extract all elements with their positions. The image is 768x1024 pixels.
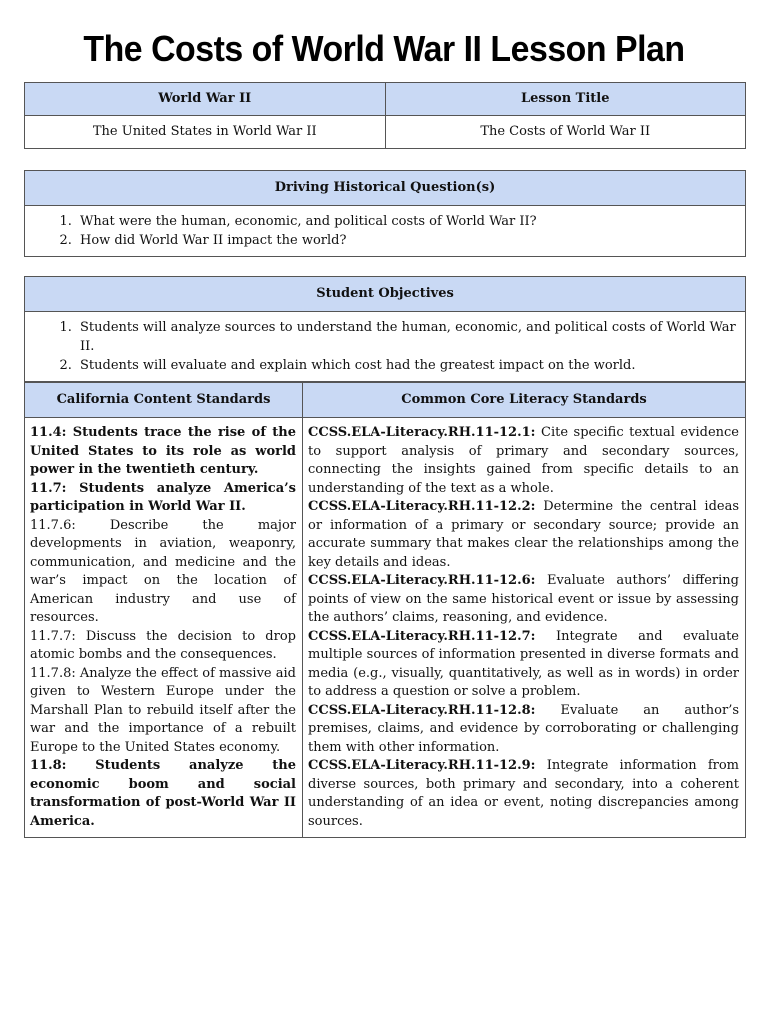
cc-standard-text: Cite specific textual evidence to support analysis of primary and secondary sources, connecting the insights gained from specific details to an understanding of the text as a whole. (308, 425, 739, 496)
cc-standards-cell (303, 418, 746, 838)
ca-standard-item: 11.8: Students analyze the economic boom and social transformation of post-World War II America. (30, 758, 296, 829)
cc-standard-code: CCSS.ELA-Literacy.RH.11-12.8: (308, 702, 536, 718)
cc-standard-item (308, 702, 739, 758)
ca-standard-item: 11.7: Students analyze America’s participation in World War II. (30, 480, 296, 514)
cc-standard-code: CCSS.ELA-Literacy.RH.11-12.6: (308, 573, 536, 588)
cc-standard-code: CCSS.ELA-Literacy.RH.11-12.1: (308, 425, 536, 440)
cc-standard-item (308, 572, 739, 628)
list-item: 2. How did World War II impact the world? (76, 231, 744, 250)
page-title: The Costs of World War II Lesson Plan (83, 28, 685, 69)
list-item: 1. Students will analyze sources to understand the human, economic, and political costs of World War II. (76, 318, 744, 356)
objectives-header: Student Objectives (25, 277, 746, 312)
cc-standard-text: Evaluate authors’ differing points of view on the same historical event or issue by assessing the authors’ claims, reasoning, and evidence. (308, 573, 739, 625)
cc-standard-item (308, 498, 739, 572)
ca-standard-item: 11.7.6: Describe the major developments in aviation, weaponry, communication, and medicine and the war’s impact on the location of American industry and use of resources. (30, 517, 296, 625)
driving-question-table (24, 170, 746, 257)
standards-table (24, 382, 746, 838)
ca-standard-item: 11.4: Students trace the rise of the United States to its role as world power in the twentieth century. (30, 425, 296, 477)
cc-standard-item (308, 757, 739, 831)
info-value-unit: The United States in World War II (25, 116, 386, 149)
cc-standard-item (308, 628, 739, 702)
ca-standards-header: California Content Standards (25, 383, 303, 418)
driving-question-body (25, 206, 746, 257)
ca-standards-cell (25, 418, 303, 838)
list-item: 1. What were the human, economic, and political costs of World War II? (76, 212, 744, 231)
cc-standard-text: Integrate information from diverse sources, both primary and secondary, into a coherent understanding of an idea or event, noting discrepancies among sources. (308, 758, 739, 829)
info-table (24, 82, 746, 149)
cc-standard-text: Integrate and evaluate multiple sources of information presented in diverse formats and media (e.g., visually, quantitatively, as well as in words) in order to address a question or solve a problem. (308, 628, 739, 699)
cc-standard-text: Evaluate an author’s premises, claims, and evidence by corroborating or challenging them with other information. (308, 702, 739, 755)
info-value-lesson-title: The Costs of World War II (385, 116, 746, 149)
cc-standard-code: CCSS.ELA-Literacy.RH.11-12.7: (308, 628, 536, 644)
cc-standard-item (308, 424, 739, 498)
cc-standard-text: Determine the central ideas or information of a primary or secondary source; provide an accurate summary that makes clear the relationships among the key details and ideas. (308, 499, 739, 570)
cc-standard-code: CCSS.ELA-Literacy.RH.11-12.9: (308, 758, 536, 773)
driving-question-list (26, 207, 744, 255)
info-header-unit: World War II (25, 83, 386, 116)
objectives-list (26, 313, 744, 380)
cc-standards-header: Common Core Literacy Standards (303, 383, 746, 418)
cc-standard-code: CCSS.ELA-Literacy.RH.11-12.2: (308, 499, 536, 514)
ca-standard-item: 11.7.7: Discuss the decision to drop atomic bombs and the consequences. (30, 628, 296, 662)
info-header-lesson-title: Lesson Title (385, 83, 746, 116)
objectives-body (25, 312, 746, 382)
driving-question-header: Driving Historical Question(s) (25, 171, 746, 206)
list-item: 2. Students will evaluate and explain which cost had the greatest impact on the world. (76, 356, 744, 375)
objectives-table (24, 276, 746, 382)
ca-standard-item: 11.7.8: Analyze the effect of massive aid given to Western Europe under the Marshall Plan to rebuild itself after the war and the importance of a rebuilt Europe to the United States economy. (30, 665, 296, 755)
